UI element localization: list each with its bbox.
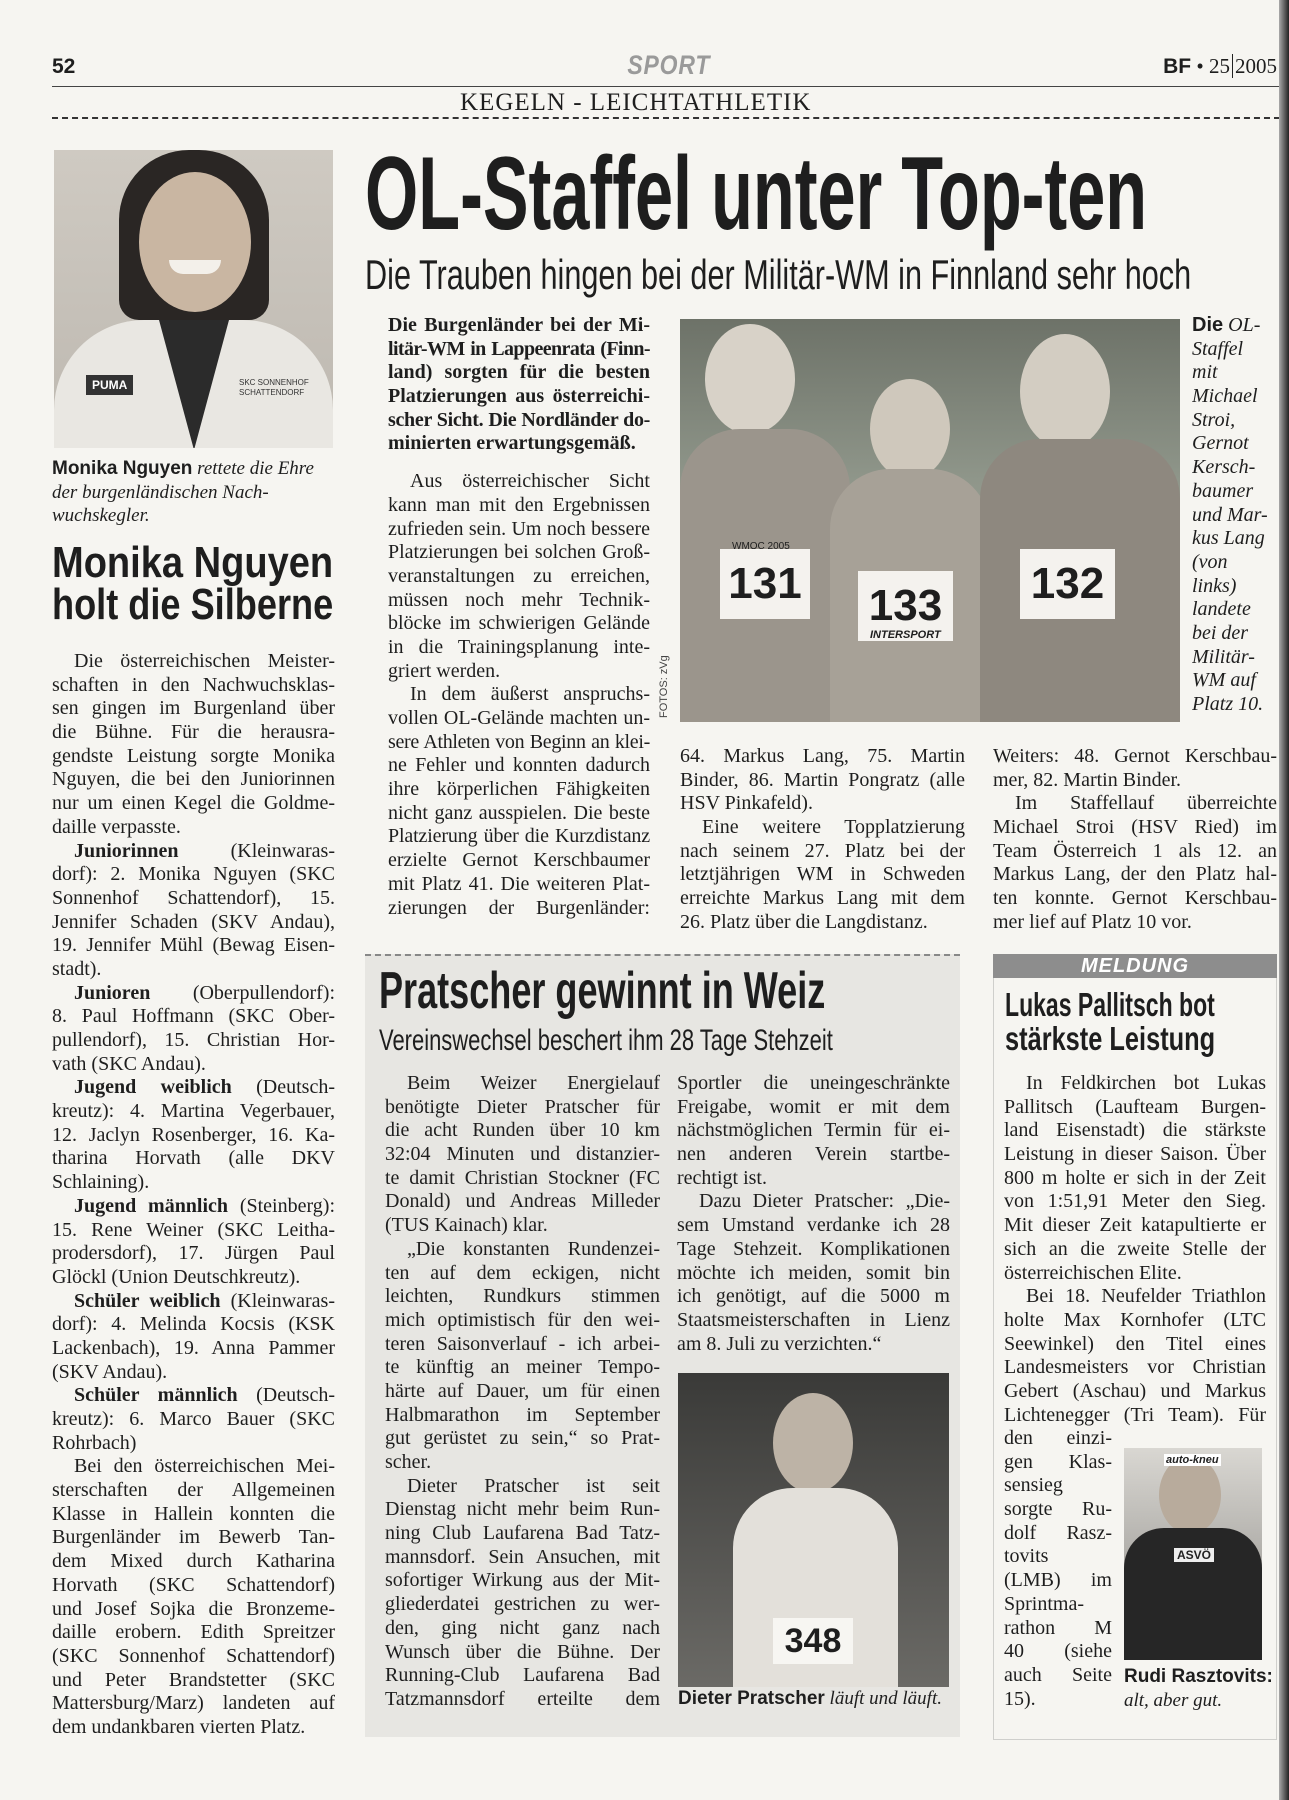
- photo-caption: [1124, 1665, 1274, 1712]
- text-line: [52, 982, 335, 1006]
- text-line: veranstaltungen zu erreichen,: [388, 564, 650, 587]
- shirt-text: auto-kneu: [1166, 1454, 1219, 1466]
- article-column: [388, 314, 650, 920]
- headline-line: Monika Nguyen: [52, 538, 334, 587]
- text-line: [52, 840, 335, 864]
- rudi-rasztovits-photo: [1124, 1448, 1262, 1660]
- text-line: 8. Paul Hoffmann (SKC Ober-: [52, 1005, 335, 1028]
- article-column: [680, 745, 965, 935]
- bullet: •: [1196, 54, 1204, 78]
- text-line: ne Fehler und konnten dadurch: [388, 754, 650, 777]
- caption-line: [1192, 551, 1278, 575]
- headline-line: holt die Silberne: [52, 580, 334, 629]
- caption-line: [52, 504, 337, 528]
- header-rule: [52, 86, 1280, 87]
- caption-line: [1192, 456, 1278, 480]
- bold-text: Jugend männlich: [74, 1194, 229, 1217]
- text-line: 12. Jaclyn Rosenberger, 16. Ka-: [52, 1123, 335, 1146]
- text: (Deutsch-: [231, 1076, 335, 1099]
- photo-caption: [1192, 314, 1278, 717]
- headline-line: stärkste Leistung: [1005, 1020, 1216, 1057]
- text-line: gliederdatei gestrichen zu wer-: [385, 1593, 660, 1616]
- text-line: österreichischen Elite.: [1004, 1261, 1182, 1284]
- caption-line: [1192, 480, 1278, 504]
- text-line: te künftig an meiner Tempo-: [385, 1356, 660, 1379]
- caption-line: [1192, 527, 1278, 551]
- text-line: Nguyen, die bei den Juniorinnen: [52, 768, 335, 791]
- text-line: Jennifer Schaden (SKV Andau),: [52, 910, 335, 933]
- text-line: tharina Horvath (alle DKV: [52, 1147, 335, 1170]
- text-line: härte auf Dauer, um für einen: [385, 1379, 660, 1402]
- bold-text: Schüler männlich: [74, 1384, 238, 1407]
- article-column: [993, 745, 1277, 935]
- caption-line: [1192, 598, 1278, 622]
- bold-text: Rudi Rasztovits:: [1124, 1666, 1273, 1687]
- text-line: mit Platz 41. Die weiteren Plat-: [388, 872, 650, 895]
- text-line: Dazu Dieter Pratscher: „Die-: [699, 1190, 950, 1213]
- text-line: mer lief auf Platz 10 vor.: [993, 910, 1192, 933]
- main-headline-text: OL-Staffel unter Top-ten: [365, 136, 1148, 252]
- text-line: Markus Lang, der den Platz hal-: [993, 863, 1277, 886]
- italic-text: kus Lang: [1192, 527, 1265, 550]
- text-line: scher.: [385, 1451, 432, 1473]
- text-line: Klasse in Hallein konnten die: [52, 1502, 335, 1525]
- text-line: und Peter Brandstetter (SKC: [52, 1668, 335, 1691]
- italic-text: WM auf: [1192, 669, 1256, 692]
- italic-text: Gernot: [1192, 432, 1249, 455]
- text-line: scher Sicht. Die Nordländer do-: [388, 408, 650, 431]
- text-line: ich genötigt, auf die 5000 m: [677, 1285, 950, 1308]
- bib-number: 348: [773, 1618, 853, 1664]
- text-line: 800 m holte er sich in der Zeit: [1004, 1166, 1266, 1189]
- bold-text: Schüler weiblich: [74, 1289, 221, 1312]
- text-line: möchte ich meiden, somit bin: [677, 1261, 950, 1284]
- caption-line: [52, 481, 337, 505]
- text-line: Binder, 86. Martin Pongratz (alle: [680, 768, 965, 791]
- text-line: Sportler die uneingeschränkte: [677, 1072, 950, 1094]
- text-line: die acht Runden über 10 km: [385, 1119, 660, 1142]
- pratscher-subtitle-text: Vereinswechsel beschert ihm 28 Tage Stehzeit: [379, 1024, 833, 1057]
- text-line: Michael Stroi (HSV Ried) im: [993, 816, 1277, 839]
- text-line: pullendorf), 15. Christian Hor-: [52, 1029, 335, 1051]
- text-line: rathon M: [1004, 1616, 1112, 1639]
- caption-line: [1192, 575, 1278, 599]
- photo-brand: PUMA: [86, 375, 133, 395]
- text-line: den einzi-: [1004, 1427, 1112, 1449]
- text-line: den, ging nicht ganz nach: [385, 1616, 660, 1639]
- text-line: Staatsmeisterschaften in Lienz: [677, 1308, 950, 1331]
- text-line: ten auf dem eckigen, nicht: [385, 1261, 660, 1284]
- text-line: Bei 18. Neufelder Triathlon: [1026, 1285, 1266, 1308]
- italic-text: rettete die Ehre: [192, 458, 314, 479]
- text-line: Running-Club Laufarena Bad: [385, 1664, 660, 1687]
- text-line: Platzierungen bei solchen Groß-: [388, 541, 650, 564]
- text-line: Dieter Pratscher ist seit: [407, 1474, 660, 1497]
- text-line: Freigabe, womit er mit dem: [677, 1095, 950, 1118]
- text-line: mannsdorf. Sein Ansuchen, mit: [385, 1545, 660, 1568]
- text-line: gut gerüstet zu sein,“ so Prat-: [385, 1427, 660, 1450]
- text-line: dorf): 4. Melinda Kocsis (KSK: [52, 1313, 335, 1336]
- text-line: (TUS Kainach) klar.: [385, 1214, 548, 1237]
- bib-number: 133: [858, 571, 953, 641]
- text-line: (SKC Sonnenhof Schattendorf): [52, 1644, 335, 1667]
- text-line: 32:04 Minuten und distanzier-: [385, 1143, 660, 1166]
- text: (Oberpullendorf):: [150, 981, 335, 1004]
- text-line: sensieg: [1004, 1474, 1063, 1497]
- meldung-body: [1004, 1427, 1112, 1711]
- paper-label: BF: [1163, 55, 1192, 78]
- text-line: Beim Weizer Energielauf: [407, 1072, 660, 1094]
- text-line: kreutz): 6. Marco Bauer (SKC: [52, 1408, 335, 1430]
- text-line: Leistung in dieser Saison. Über: [1004, 1143, 1266, 1166]
- text-line: Lackenbach), 19. Anna Pammer: [52, 1336, 335, 1359]
- text-line: erzielte Gernot Kerschbaumer: [388, 849, 650, 872]
- text-line: benötigte Dieter Pratscher für: [385, 1095, 660, 1118]
- photo-label: SKC SONNENHOF SCHATTENDORF: [239, 378, 309, 397]
- text-line: 40 (siehe: [1004, 1640, 1112, 1663]
- text-line: nur um einen Kegel die Goldme-: [52, 792, 335, 815]
- text-line: holte Max Kornhofer (LTC: [1004, 1308, 1266, 1331]
- text-line: litär-WM in Lappeenrata (Finn-: [388, 337, 650, 360]
- bold-text: Jugend weiblich: [74, 1076, 232, 1099]
- text-line: [52, 1384, 335, 1408]
- text-line: nächstmöglichen Termin für ei-: [677, 1119, 950, 1142]
- bold-text: Juniorinnen: [74, 839, 179, 862]
- bib-sponsor: INTERSPORT: [870, 629, 941, 641]
- italic-text: und Mar-: [1192, 503, 1268, 526]
- text-line: minierten erwartungsgemäß.: [388, 432, 636, 455]
- meldung-body: [1004, 1072, 1266, 1427]
- italic-text: alt, aber gut.: [1124, 1689, 1223, 1711]
- text-line: zufrieden sein. Um noch bessere: [388, 517, 650, 540]
- italic-text: (von: [1192, 550, 1228, 573]
- text-line: sere Athleten von Beginn an klei-: [388, 730, 650, 753]
- text-line: nach seinem 27. Platz bei der: [680, 839, 965, 862]
- article-body: [52, 650, 335, 1740]
- bold-text: Monika Nguyen: [52, 458, 193, 479]
- shirt-text: ASVÖ: [1174, 1548, 1214, 1562]
- italic-text: Militär-: [1192, 645, 1255, 668]
- bib-number: 131: [720, 549, 810, 619]
- text: (Steinberg):: [228, 1194, 335, 1217]
- text-line: von 1:51,91 Meter den Sieg.: [1004, 1190, 1266, 1213]
- text-line: stadt).: [52, 957, 102, 980]
- text-line: te damit Christian Stockner (FC: [385, 1166, 660, 1189]
- text-line: Tatzmannsdorf erteilte dem: [385, 1687, 660, 1710]
- text-line: Wunsch über die Bühne. Der: [385, 1640, 660, 1663]
- text-line: müssen noch mehr Technik-: [388, 588, 650, 611]
- italic-text: Platz 10.: [1192, 693, 1264, 715]
- issue-year: 2005: [1235, 54, 1277, 78]
- text-line: gendste Leistung sorgte Monika: [52, 744, 335, 767]
- italic-text: links): [1192, 574, 1237, 597]
- text-line: Burgenländer im Bewerb Tan-: [52, 1526, 335, 1549]
- article-column: [385, 1072, 660, 1712]
- text-line: dem undankbaren vierten Platz.: [52, 1715, 306, 1738]
- text-line: land Eisenstadt) die stärkste: [1004, 1119, 1266, 1142]
- text-line: Glöckl (Union Deutschkreutz).: [52, 1265, 301, 1288]
- caption-line: [1124, 1689, 1274, 1713]
- italic-text: Kersch-: [1192, 456, 1256, 479]
- text-line: ning Club Laufarena Bad Tatz-: [385, 1522, 660, 1545]
- pratscher-headline: [379, 962, 825, 1020]
- text-line: Sonnenhof Schattendorf), 15.: [52, 886, 335, 909]
- caption-line: [1192, 432, 1278, 456]
- issue-number: 25: [1209, 54, 1230, 78]
- caption-line: [1124, 1665, 1274, 1689]
- caption-line: [1192, 669, 1278, 693]
- text-line: sich an die zweite Stelle der: [1004, 1237, 1266, 1260]
- main-subtitle-text: Die Trauben hingen bei der Militär-WM in Finnland sehr hoch: [365, 251, 1192, 298]
- text-line: Mit dieser Zeit katapultierte er: [1004, 1214, 1266, 1237]
- text-line: sen gingen im Burgenland über: [52, 697, 335, 720]
- text-line: Gebert (Aschau) und Markus: [1004, 1379, 1266, 1402]
- text-line: [52, 1076, 335, 1100]
- text-line: rechtigt ist.: [677, 1166, 767, 1189]
- text-line: letztjährigen WM in Schweden: [680, 863, 965, 886]
- text-line: die Bühne. Für die herausra-: [52, 721, 335, 744]
- text: (Deutsch-: [237, 1384, 335, 1407]
- text-line: Halbmarathon im September: [385, 1403, 660, 1426]
- text-line: erreichte Markus Lang mit dem: [680, 887, 965, 910]
- text-line: ten konnte. Gernot Kerschbau-: [993, 887, 1277, 910]
- article-column: [677, 1072, 950, 1356]
- text-line: 26. Platz über die Langdistanz.: [680, 910, 928, 933]
- article-headline: [52, 538, 334, 629]
- text-line: sterschaften der Allgemeinen: [52, 1479, 335, 1502]
- text: (Kleinwaras-: [178, 839, 335, 862]
- text-line: griert werden.: [388, 659, 501, 682]
- caption-line: [1192, 693, 1278, 717]
- text-line: 19. Jennifer Mühl (Bewag Eisen-: [52, 934, 335, 957]
- text-line: gen Klas-: [1004, 1450, 1112, 1473]
- text-line: mich optimistisch für den wei-: [385, 1308, 660, 1331]
- headline-line: Lukas Pallitsch bot: [1005, 986, 1215, 1023]
- text: (Kleinwaras-: [220, 1289, 335, 1312]
- text-line: Im Staffellauf überreichte: [1015, 792, 1277, 815]
- text-line: Schlaining).: [52, 1171, 150, 1194]
- pratscher-photo: [678, 1373, 949, 1687]
- text-line: Rohrbach): [52, 1431, 137, 1454]
- photo-caption: [678, 1688, 949, 1710]
- text-line: daille erobern. Edith Spreitzer: [52, 1621, 335, 1644]
- text-line: sofortiger Wirkung aus der Mit-: [385, 1569, 660, 1592]
- text-line: leichten, Rundkurs stimmen: [385, 1285, 660, 1308]
- issue-info: [1163, 54, 1277, 79]
- bib-number: 132: [1020, 549, 1115, 619]
- text-line: (LMB) im: [1004, 1569, 1112, 1592]
- photo-credit: FOTOS: zVg: [658, 655, 670, 718]
- text-line: Platzierungen aus österreichi-: [388, 385, 650, 408]
- text-line: Lichtenegger (Tri Team). Für: [1004, 1403, 1266, 1426]
- caption-line: [1192, 646, 1278, 670]
- pratscher-headline-text: Pratscher gewinnt in Weiz: [379, 962, 826, 1020]
- caption-line: [1192, 409, 1278, 433]
- bold-text: Junioren: [74, 981, 151, 1004]
- text-line: Platzierung über die Kurzdistanz: [388, 825, 650, 848]
- text-line: vollen OL-Gelände machten un-: [388, 707, 650, 729]
- meldung-label: MELDUNG: [993, 954, 1277, 978]
- text-line: blöcke im schwierigen Gelände: [388, 612, 650, 635]
- photo-caption: [52, 457, 337, 528]
- text-line: auch Seite: [1004, 1663, 1112, 1686]
- caption-line: [1192, 504, 1278, 528]
- text-line: Eine weitere Topplatzierung: [702, 816, 965, 839]
- text-line: schaften in den Nachwuchsklas-: [52, 673, 335, 696]
- text-line: [52, 1195, 335, 1219]
- text-line: nicht ganz ausspielen. Die beste: [388, 801, 650, 824]
- italic-text: landete: [1192, 598, 1251, 621]
- text-line: dem Mixed durch Katharina: [52, 1550, 335, 1573]
- text-line: teren Saisonverlauf - ich arbei-: [385, 1332, 660, 1355]
- text-line: vath (SKC Andau).: [52, 1052, 206, 1075]
- monika-nguyen-photo: [54, 150, 333, 448]
- text-line: Team Österreich 1 als 12. an: [993, 839, 1277, 862]
- text-line: sorgte Ru-: [1004, 1498, 1112, 1521]
- text-line: [52, 1290, 335, 1314]
- text-line: kann man mit den Ergebnissen: [388, 493, 650, 516]
- text-line: 15. Rene Weiner (SKC Leitha-: [52, 1218, 335, 1241]
- text-line: und Josef Sojka die Bronzeme-: [52, 1597, 335, 1620]
- text-line: dorf): 2. Monika Nguyen (SKC: [52, 863, 335, 886]
- text-line: Bei den österreichischen Mei-: [74, 1455, 335, 1478]
- italic-text: mit: [1192, 361, 1218, 384]
- text-line: HSV Pinkafeld).: [680, 792, 813, 815]
- text-line: Aus österreichischer Sicht: [410, 470, 650, 493]
- text-line: 64. Markus Lang, 75. Martin: [680, 745, 965, 767]
- main-headline: [365, 136, 1148, 252]
- text-line: dolf Rasz-: [1004, 1521, 1112, 1544]
- text-line: sem Umstand verdanke ich 28: [677, 1214, 950, 1237]
- main-subtitle: [365, 252, 1191, 298]
- caption-line: [1192, 622, 1278, 646]
- caption-line: [52, 457, 337, 481]
- text-line: Seewinkel) den Titel eines: [1004, 1332, 1266, 1355]
- italic-text: Staffel: [1192, 337, 1244, 360]
- section-label: SPORT: [627, 50, 711, 80]
- text-line: In Feldkirchen bot Lukas: [1026, 1072, 1266, 1094]
- italic-text: der burgenländischen Nach-: [52, 481, 269, 503]
- caption-italic: läuft und läuft.: [824, 1688, 942, 1709]
- text-line: Dienstag nicht mehr beim Run-: [385, 1498, 660, 1521]
- caption-line: [1192, 338, 1278, 362]
- text-line: Horvath (SKC Schattendorf): [52, 1573, 335, 1596]
- bold-text: Die: [1192, 314, 1224, 336]
- dashed-rule: [52, 117, 1280, 119]
- text-line: land) sorgten für die besten: [388, 361, 650, 384]
- text-line: Weiters: 48. Gernot Kerschbau-: [993, 745, 1277, 767]
- text-line: in die Trainingsplanung inte-: [388, 635, 650, 658]
- text-line: am 8. Juli zu verzichten.“: [677, 1332, 882, 1355]
- ol-team-photo: [680, 319, 1180, 722]
- text-line: In dem äußerst anspruchs-: [410, 683, 650, 706]
- italic-text: baumer: [1192, 479, 1254, 502]
- text-line: Donald) und Andreas Milleder: [385, 1190, 660, 1213]
- text-line: nen anderen Verein startbe-: [677, 1143, 950, 1166]
- text-line: Die österreichischen Meister-: [74, 650, 335, 672]
- text-line: „Die konstanten Rundenzei-: [407, 1237, 660, 1260]
- caption-bold: Dieter Pratscher: [678, 1688, 825, 1709]
- caption-line: [1192, 314, 1278, 338]
- page-binding-shadow: [1279, 0, 1289, 1800]
- text-line: 15).: [1004, 1687, 1036, 1710]
- italic-text: Stroi,: [1192, 408, 1236, 431]
- italic-text: Michael: [1192, 385, 1258, 408]
- text-line: tovits: [1004, 1545, 1049, 1568]
- text-line: Tage Stehzeit. Komplikationen: [677, 1237, 950, 1260]
- text-line: daille verpasste.: [52, 815, 181, 838]
- text-line: Die Burgenländer bei der Mi-: [388, 314, 650, 336]
- text-line: kreutz): 4. Martina Vegerbauer,: [52, 1100, 335, 1123]
- text-line: prodersdorf), 17. Jürgen Paul: [52, 1242, 335, 1265]
- text-line: Mattersburg/Marz) landeten auf: [52, 1692, 335, 1715]
- page-number: 52: [52, 55, 76, 78]
- pratscher-subtitle: [379, 1024, 833, 1058]
- caption-line: [1192, 361, 1278, 385]
- text-line: zierungen der Burgenländer:: [388, 896, 650, 919]
- text-line: Landesmeisters vor Christian: [1004, 1356, 1266, 1379]
- text-line: (SKV Andau).: [52, 1360, 168, 1383]
- bib-event: WMOC 2005: [732, 541, 790, 552]
- meldung-headline: [1005, 988, 1215, 1056]
- rubric: KEGELN - LEICHTATHLETIK: [460, 89, 812, 116]
- text-line: Sprintma-: [1004, 1592, 1084, 1615]
- italic-text: bei der: [1192, 621, 1249, 644]
- text-line: mer, 82. Martin Binder.: [993, 768, 1182, 791]
- caption-line: [1192, 385, 1278, 409]
- text-line: ihre körperlichen Fähigkeiten: [388, 778, 650, 801]
- italic-text: wuchskegler.: [52, 505, 150, 527]
- italic-text: OL-: [1223, 314, 1261, 336]
- text-line: Pallitsch (Laufteam Burgen-: [1004, 1095, 1266, 1118]
